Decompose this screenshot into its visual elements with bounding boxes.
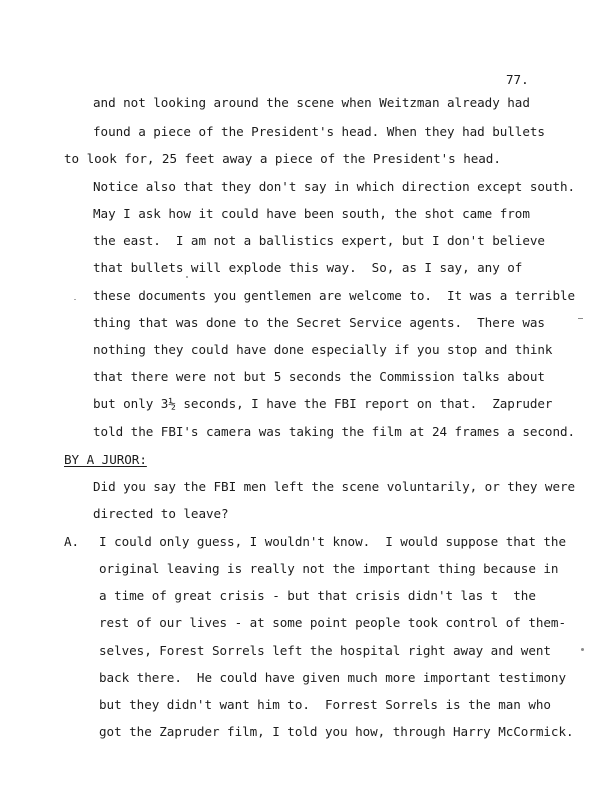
speaker-heading: BY A JUROR: [64, 452, 147, 467]
juror-question-line: Did you say the FBI men left the scene voluntarily, or they were [93, 479, 576, 494]
answer-line: original leaving is really not the important thing because in [99, 561, 559, 576]
text-line: nothing they could have done especially if you stop and think [93, 342, 553, 357]
answer-line: but they didn't want him to. Forrest Sorrels is the man who [99, 697, 551, 712]
scan-speck [186, 276, 188, 278]
text-line: that there were not but 5 seconds the Commission talks about [93, 369, 545, 384]
scan-speck [578, 318, 583, 319]
text-line: to look for, 25 feet away a piece of the President's head. [64, 151, 501, 166]
page-number: 77. [506, 72, 529, 87]
answer-line: I could only guess, I wouldn't know. I would suppose that the [99, 534, 566, 549]
answer-label: A. [64, 534, 80, 549]
text-line: and not looking around the scene when Weitzman already had [93, 95, 530, 110]
answer-line: a time of great crisis - but that crisis didn't las t the [99, 588, 536, 603]
answer-line: selves, Forest Sorrels left the hospital right away and went [99, 643, 551, 658]
text-line: but only 3½ seconds, I have the FBI report on that. Zapruder [93, 396, 553, 411]
juror-question-line: directed to leave? [93, 506, 229, 521]
scan-speck [581, 648, 584, 651]
answer-line: got the Zapruder film, I told you how, through Harry McCormick. [99, 724, 574, 739]
text-line: Notice also that they don't say in which direction except south. [93, 179, 576, 194]
text-line: these documents you gentlemen are welcome to. It was a terrible [93, 288, 576, 303]
text-line: told the FBI's camera was taking the film at 24 frames a second. [93, 424, 576, 439]
scan-speck [74, 299, 76, 300]
text-line: that bullets will explode this way. So, as I say, any of [93, 260, 523, 275]
text-line: May I ask how it could have been south, the shot came from [93, 206, 530, 221]
answer-line: back there. He could have given much more important testimony [99, 670, 566, 685]
answer-line: rest of our lives - at some point people took control of them- [99, 615, 566, 630]
text-line: the east. I am not a ballistics expert, but I don't believe [93, 233, 545, 248]
text-line: thing that was done to the Secret Service agents. There was [93, 315, 545, 330]
text-line: found a piece of the President's head. When they had bullets [93, 124, 545, 139]
